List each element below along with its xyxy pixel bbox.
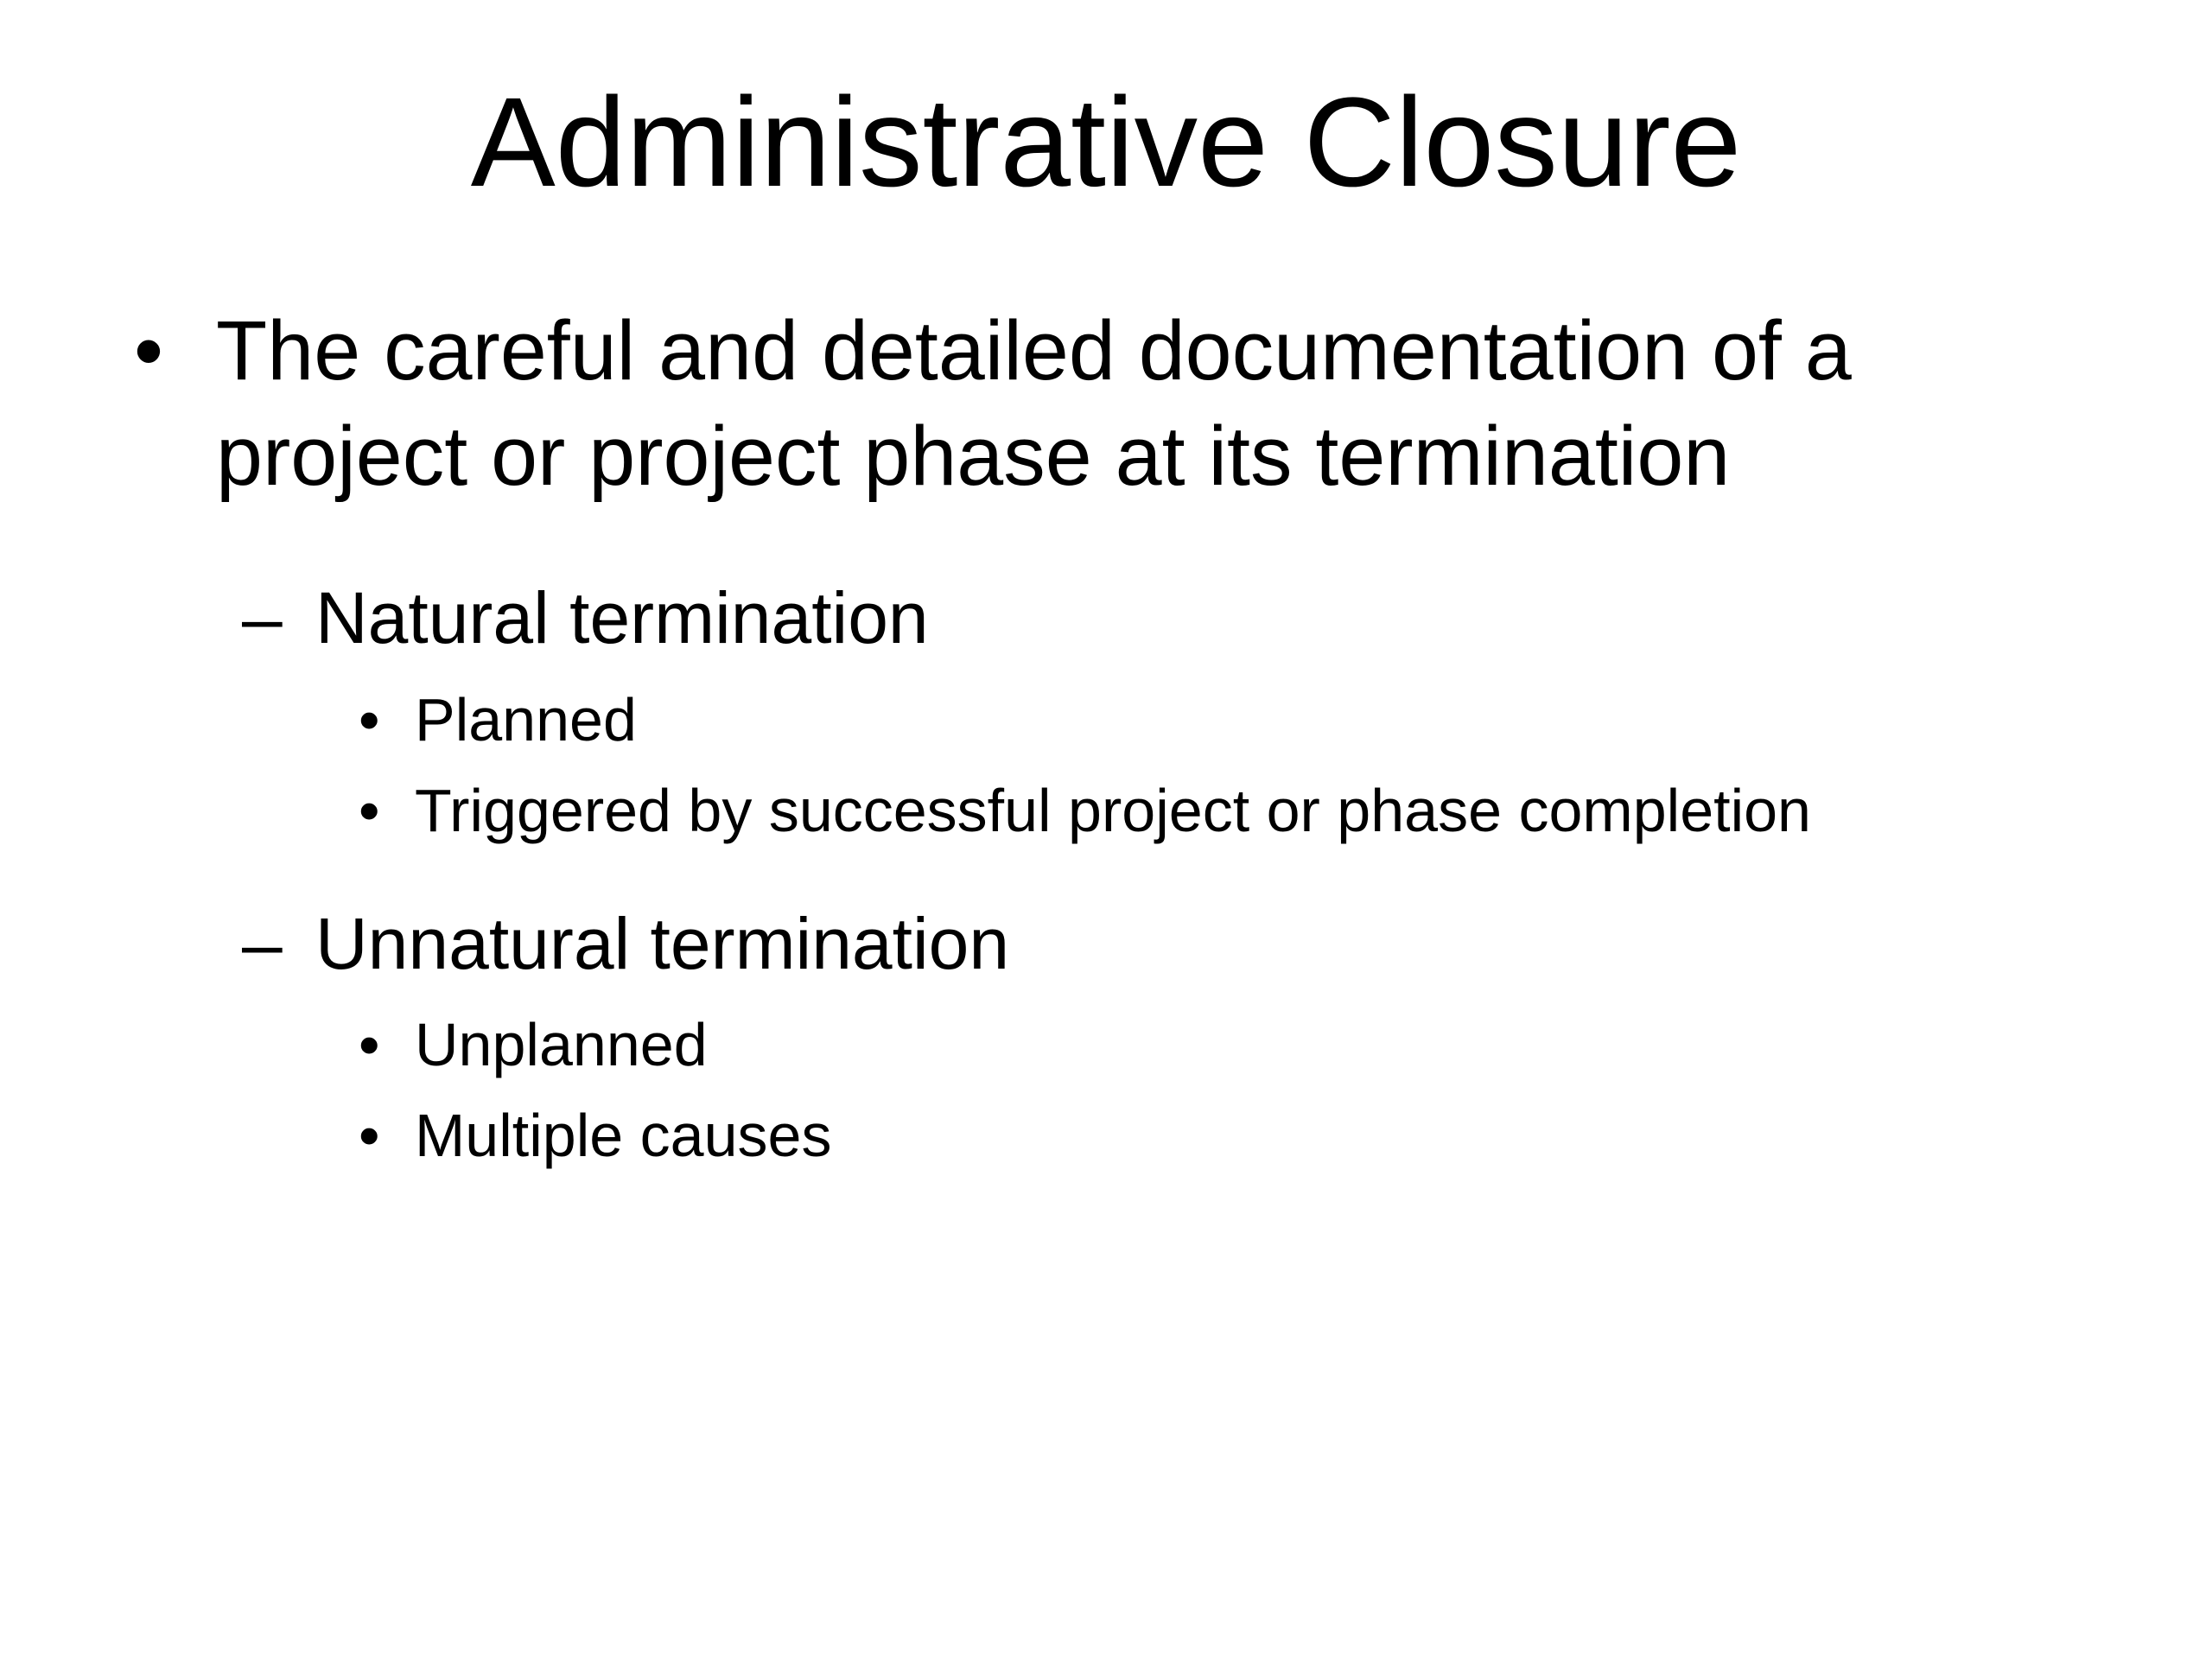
sub-bullet-text: Unnatural termination bbox=[315, 903, 1010, 984]
slide-title: Administrative Closure bbox=[470, 72, 1742, 213]
bullet-marker: • bbox=[359, 1011, 380, 1078]
list-item-text: Planned bbox=[415, 686, 637, 753]
dash-marker: – bbox=[242, 577, 283, 658]
main-bullet-text: The careful and detailed documentation of a project or project phase at its termination bbox=[216, 303, 1852, 503]
list-item-text: Unplanned bbox=[415, 1011, 708, 1078]
sub-bullet-text: Natural termination bbox=[315, 577, 929, 658]
bullet-marker: • bbox=[134, 303, 163, 397]
list-item-text: Triggered by successful project or phase completion bbox=[415, 777, 1811, 844]
bullet-marker: • bbox=[359, 686, 380, 753]
bullet-marker: • bbox=[359, 1102, 380, 1169]
bullet-marker: • bbox=[359, 777, 380, 844]
list-item-text: Multiple causes bbox=[415, 1102, 832, 1169]
dash-marker: – bbox=[242, 903, 283, 984]
